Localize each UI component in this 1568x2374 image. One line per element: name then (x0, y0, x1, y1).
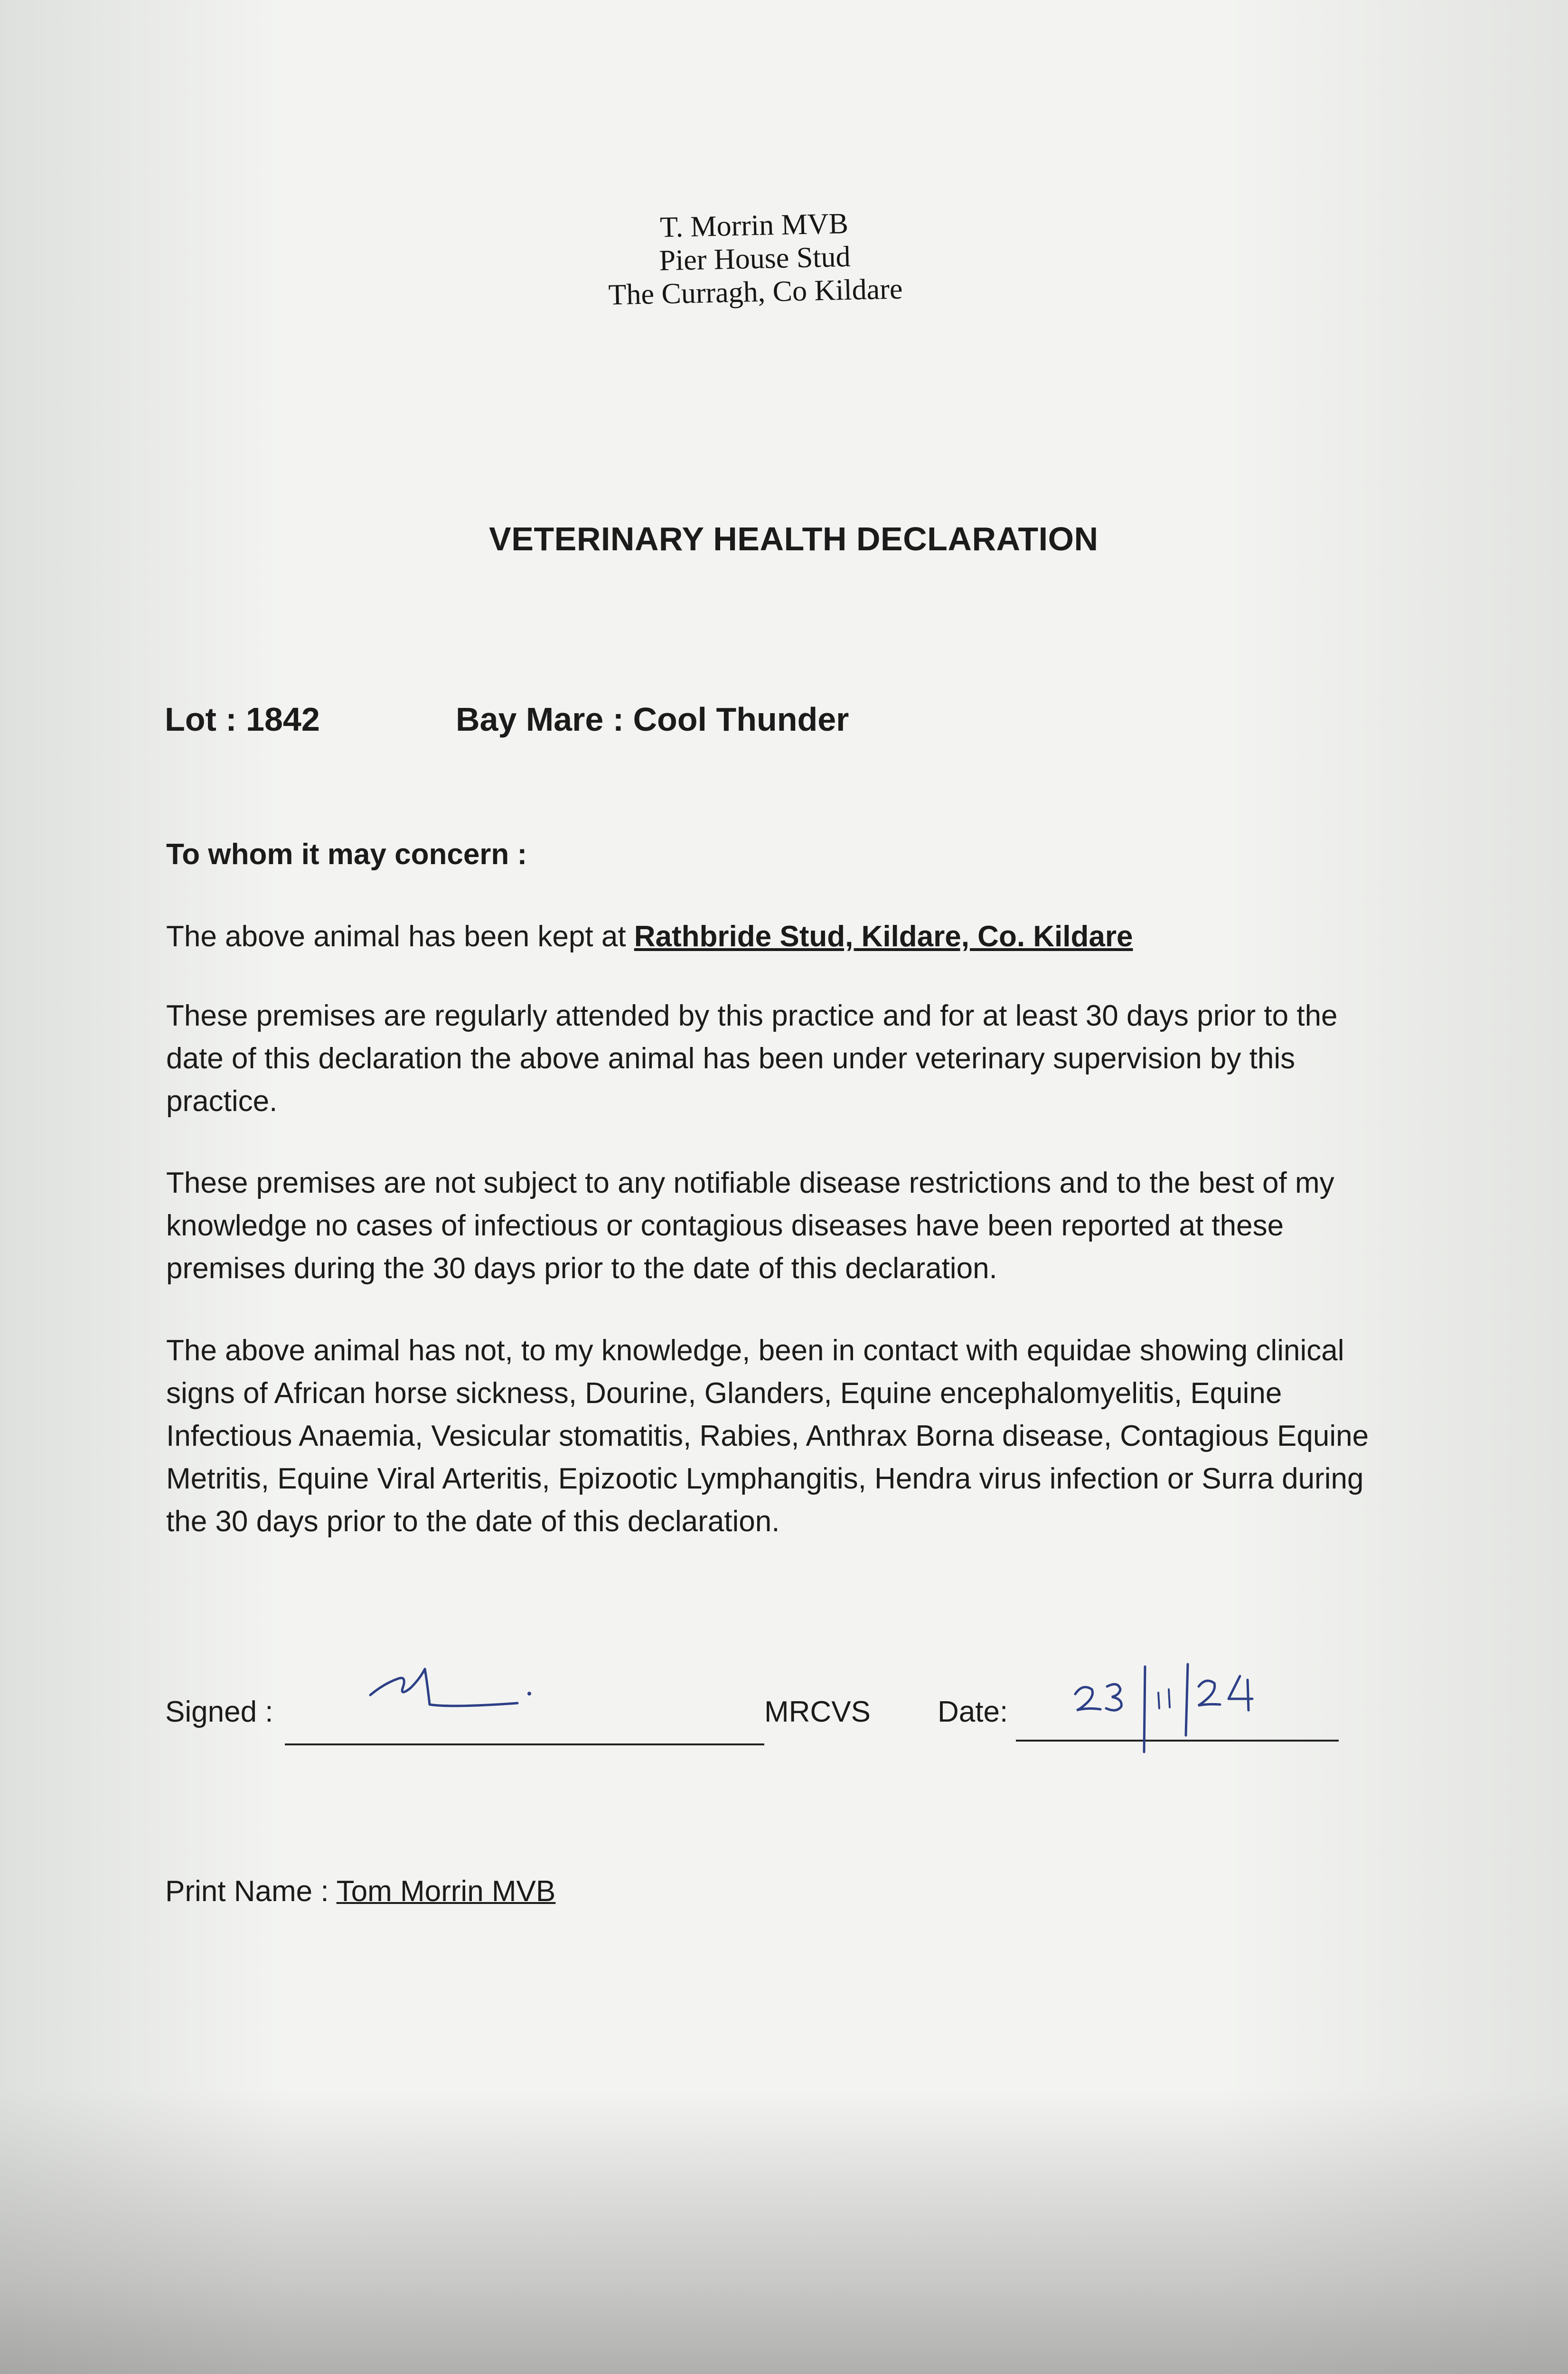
print-name (165, 1875, 555, 1908)
letterhead-name: T. Morrin MVB (659, 207, 849, 244)
handwritten-date (1063, 1657, 1320, 1771)
supervision-paragraph: These premises are regularly attended by this practice and for at least 30 days prior to the date of this declaration the above animal has been under veterinary supervision by this practice. (166, 999, 1338, 1118)
handwritten-signature (366, 1650, 546, 1731)
letterhead-address: The Curragh, Co Kildare (608, 273, 903, 311)
horse-description: Bay Mare : Cool Thunder (456, 701, 849, 738)
print-name-value: Tom Morrin MVB (336, 1875, 556, 1908)
mrcvs-label: MRCVS (764, 1696, 871, 1728)
date-label: Date: (938, 1696, 1008, 1728)
signed-label: Signed : (165, 1696, 273, 1728)
kept-at-location: Rathbride Stud, Kildare, Co. Kildare (634, 920, 1133, 953)
salutation: To whom it may concern : (166, 838, 527, 871)
print-name-label: Print Name : (165, 1875, 337, 1908)
restrictions-paragraph: These premises are not subject to any notifiable disease restrictions and to the best of my knowledge no cases of infectious or contagious diseases have been reported at these premises during the 30 days prior to the date of this declaration. (166, 1167, 1334, 1285)
document-title: VETERINARY HEALTH DECLARATION (489, 520, 1099, 557)
letterhead (592, 206, 917, 312)
kept-at-prefix: The above animal has been kept at (166, 920, 634, 953)
disease-contact-paragraph: The above animal has not, to my knowledge, been in contact with equidae showing clinical signs of African horse sickness, Dourine, Glanders, Equine encephalomyelitis, Equine Infectious Anaemia, Vesicular stomatitis, Rabies, Anthrax Borna disease, Contagious Equine Metritis, Equine Viral Arteritis, Epizootic Lymphangitis, Hendra virus infection or Surra during the 30 days prior to the date of this declaration. (166, 1334, 1369, 1538)
lot-number: Lot : 1842 (165, 701, 320, 738)
letterhead-stud: Pier House Stud (658, 240, 851, 277)
signature-line (285, 1743, 764, 1745)
kept-at-statement (166, 915, 1372, 958)
